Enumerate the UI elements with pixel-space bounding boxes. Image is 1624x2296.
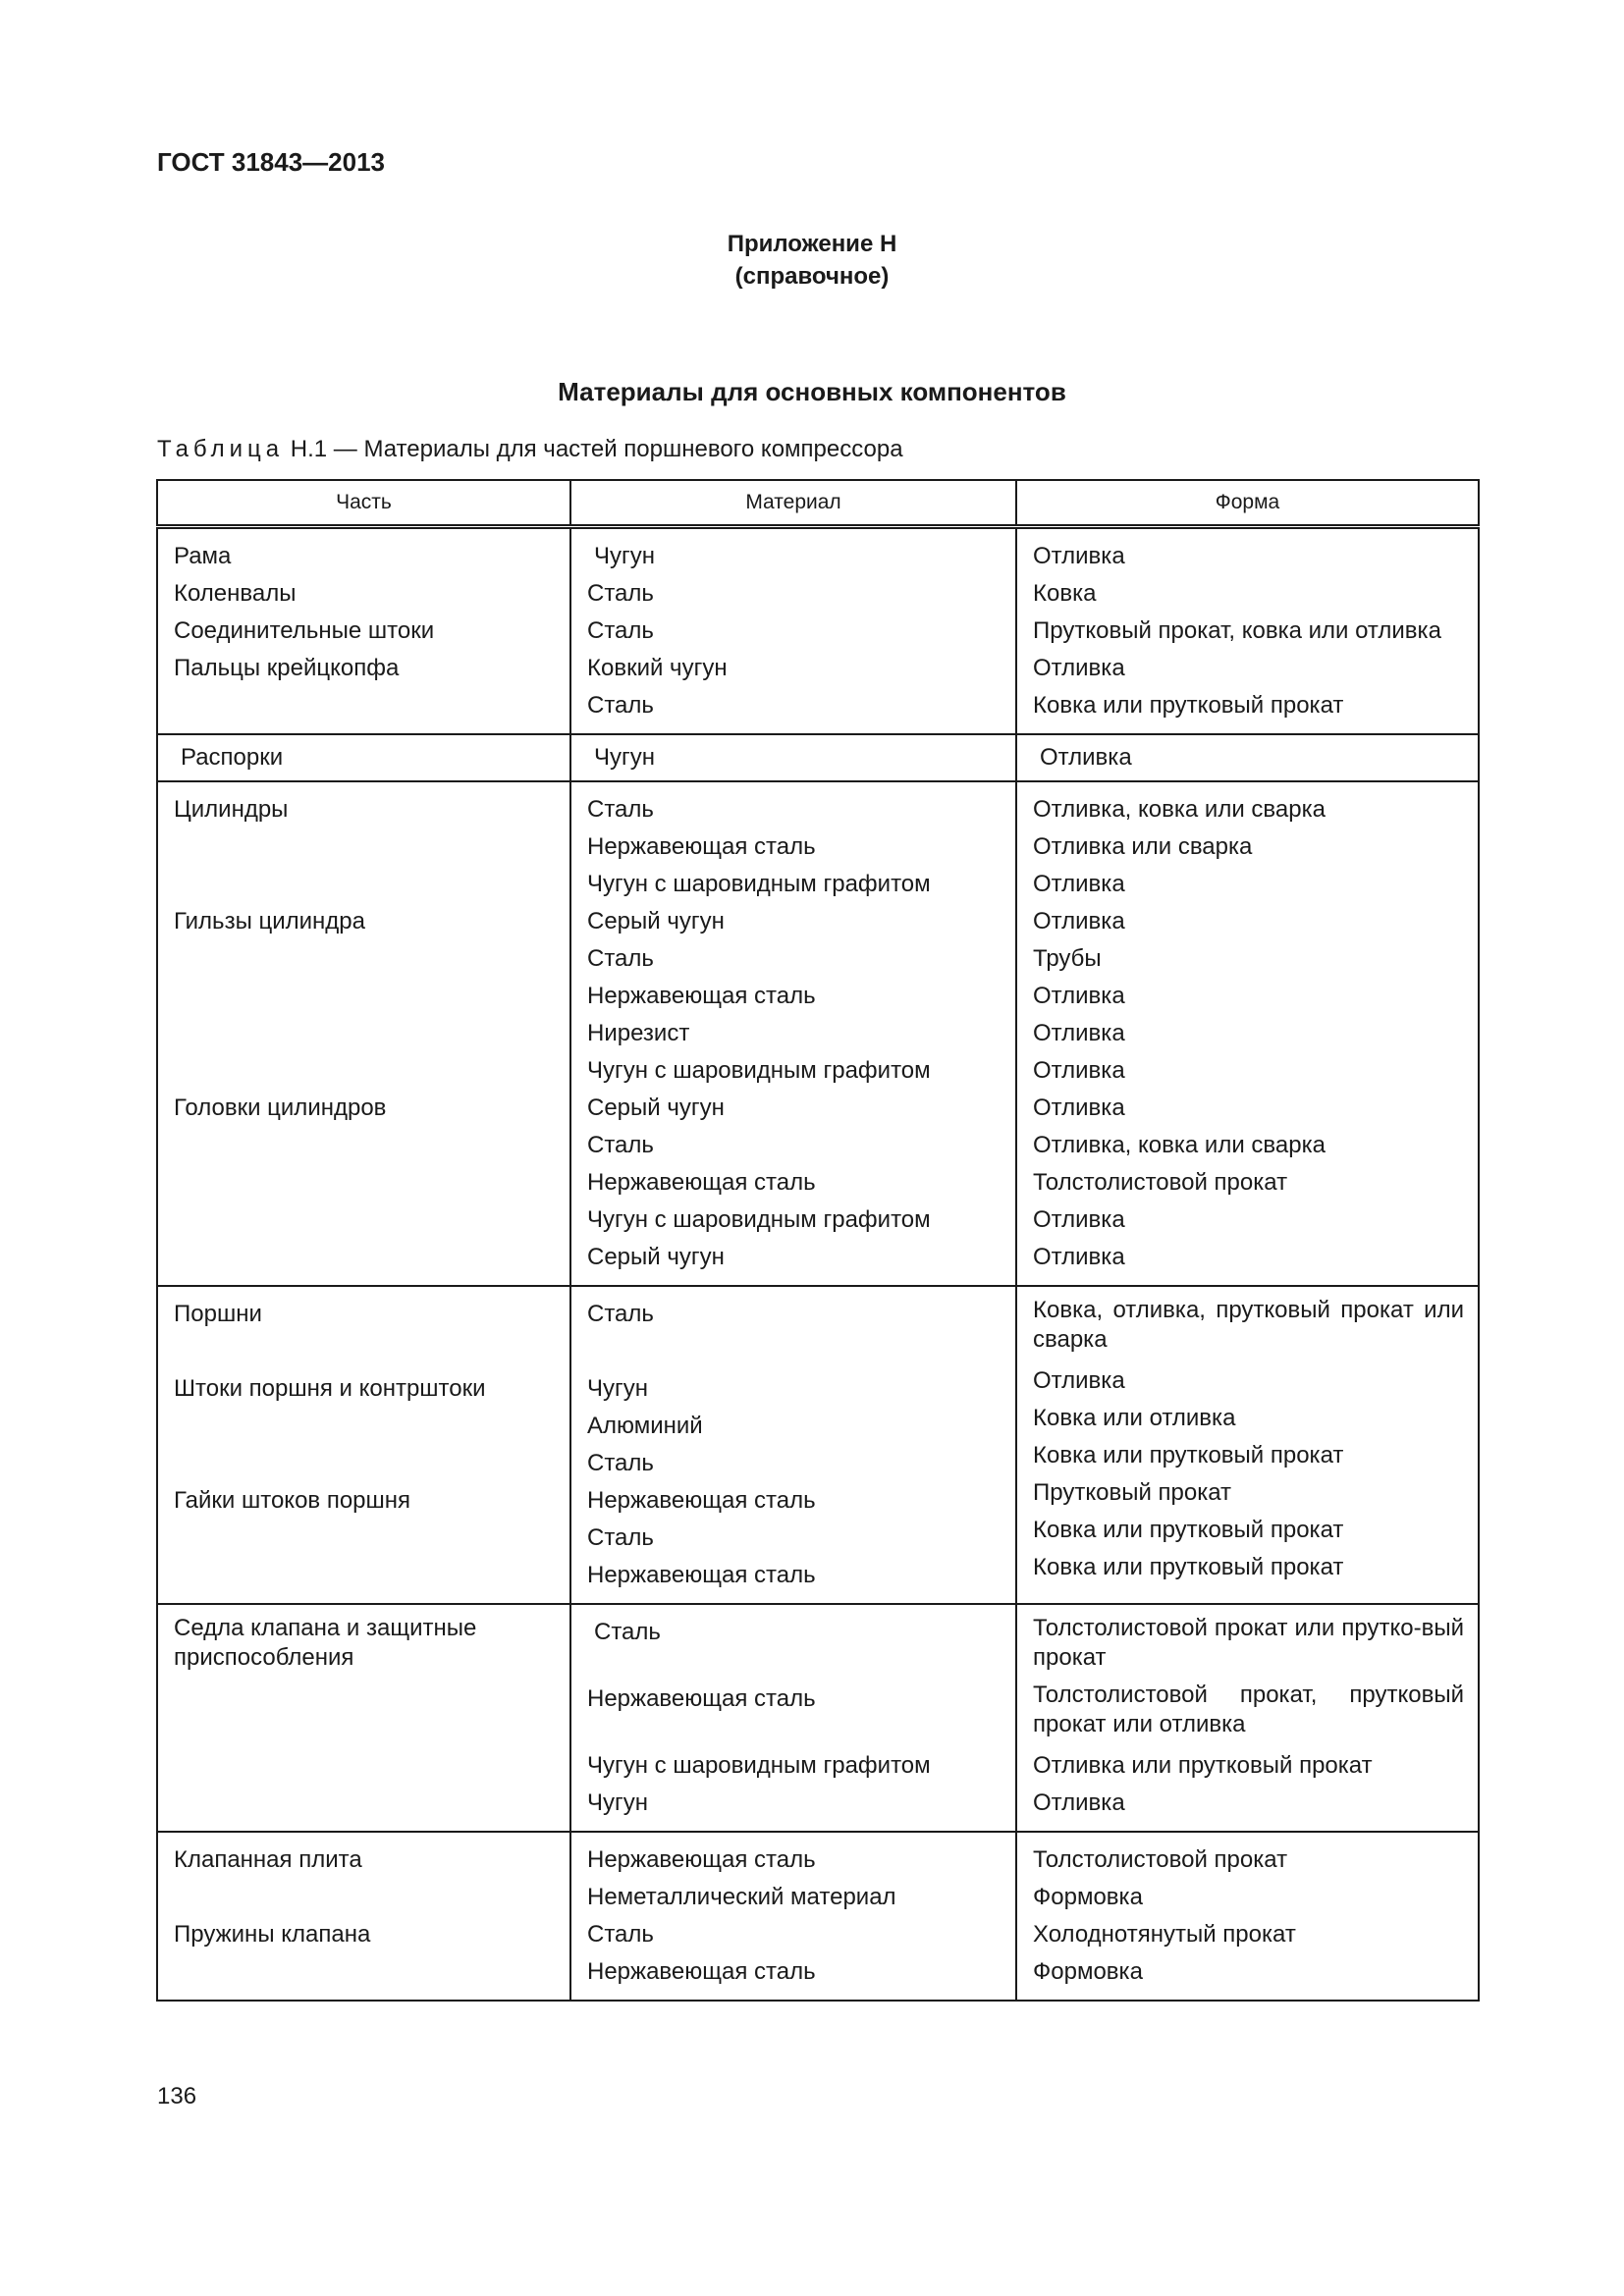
part-cell: [157, 734, 570, 781]
document-code: ГОСТ 31843—2013: [157, 147, 385, 177]
material-text: Серый чугун: [587, 908, 725, 934]
part-text: Соединительные штоки: [174, 617, 435, 644]
form-cell: [1016, 734, 1479, 781]
material-text: Сталь: [587, 1301, 654, 1327]
material-text: Чугун: [587, 1789, 649, 1816]
material-text: Чугун с шаровидным графитом: [587, 1752, 931, 1779]
form-text: Формовка: [1033, 1958, 1143, 1985]
part-text: Клапанная плита: [174, 1846, 362, 1873]
table-row: [157, 1604, 1479, 1832]
form-text: Отливка: [1033, 1095, 1125, 1121]
part-text: [174, 1445, 556, 1482]
part-text: [174, 866, 556, 903]
material-text: Сталь: [587, 1921, 654, 1948]
material-text: Чугун: [594, 744, 656, 771]
form-text: Прутковый прокат, ковка или отливка: [1033, 617, 1441, 644]
material-text: Серый чугун: [587, 1095, 725, 1121]
form-text: Толстолистовой прокат, прутковый прокат или отливка: [1033, 1682, 1464, 1737]
column-header-part: Часть: [157, 480, 570, 527]
table-caption: [157, 436, 903, 463]
table-row: [157, 1286, 1479, 1604]
form-text: Формовка: [1033, 1884, 1143, 1910]
table-row: [157, 1832, 1479, 2001]
appendix-kind: (справочное): [734, 263, 890, 290]
material-text: Нержавеющая сталь: [587, 1846, 816, 1873]
material-text: Нержавеющая сталь: [587, 833, 816, 860]
material-text: Серый чугун: [587, 1244, 725, 1270]
form-text: Отливка: [1033, 1244, 1125, 1270]
form-text: Толстолистовой прокат: [1033, 1169, 1288, 1196]
form-text: Отливка или сварка: [1033, 833, 1253, 860]
form-text: Отливка, ковка или сварка: [1033, 1132, 1326, 1158]
part-text: Поршни: [174, 1301, 262, 1327]
material-text: Чугун с шаровидным графитом: [587, 1206, 931, 1233]
table-header-row: [157, 480, 1479, 527]
material-text: Сталь: [587, 617, 654, 644]
material-cell: [570, 527, 1016, 735]
column-header-material: Материал: [570, 480, 1016, 527]
appendix-heading: [0, 228, 1624, 293]
form-text: Ковка или отливка: [1033, 1405, 1236, 1431]
page-number: 136: [157, 2083, 197, 2109]
material-text: Нержавеющая сталь: [587, 983, 816, 1009]
form-text: Отливка: [1033, 871, 1125, 897]
part-text: Цилиндры: [174, 796, 289, 823]
material-text: Сталь: [587, 692, 654, 719]
material-text: Неметаллический материал: [587, 1884, 896, 1910]
part-text: [174, 1879, 556, 1916]
material-text: Чугун с шаровидным графитом: [587, 871, 931, 897]
part-cell: [157, 781, 570, 1286]
material-text: Нержавеющая сталь: [587, 1487, 816, 1514]
part-cell: [157, 1286, 570, 1604]
form-text: Ковка, отливка, прутковый прокат или сварка: [1033, 1297, 1464, 1353]
form-text: Толстолистовой прокат: [1033, 1846, 1288, 1873]
material-text: Нирезист: [587, 1020, 690, 1046]
material-text: Сталь: [587, 580, 654, 607]
form-cell: [1016, 527, 1479, 735]
material-cell: [570, 1832, 1016, 2001]
form-cell: [1016, 781, 1479, 1286]
form-text: Ковка или прутковый прокат: [1033, 692, 1344, 719]
material-cell: [570, 1604, 1016, 1832]
material-text: Нержавеющая сталь: [587, 1169, 816, 1196]
part-text: Штоки поршня и контрштоки: [174, 1375, 486, 1402]
material-text: Сталь: [587, 1524, 654, 1551]
form-text: Прутковый прокат: [1033, 1479, 1232, 1506]
form-text: Отливка: [1033, 1020, 1125, 1046]
column-header-form: Форма: [1016, 480, 1479, 527]
table-row: [157, 527, 1479, 735]
material-text: Сталь: [587, 1132, 654, 1158]
part-text: [174, 940, 556, 978]
part-text: Гайки штоков поршня: [174, 1487, 411, 1514]
form-text: Отливка: [1033, 543, 1125, 569]
table-caption-text: Н.1 — Материалы для частей поршневого компрессора: [284, 436, 903, 462]
material-cell: [570, 781, 1016, 1286]
form-text: Отливка: [1033, 983, 1125, 1009]
material-text: Сталь: [587, 945, 654, 972]
material-text: Нержавеющая сталь: [587, 1685, 816, 1712]
material-text: [587, 1333, 1001, 1370]
form-text: Отливка: [1040, 744, 1132, 771]
appendix-title: Приложение Н: [727, 231, 897, 257]
material-text: Сталь: [594, 1619, 661, 1645]
table-caption-label: Таблица: [157, 436, 285, 462]
part-text: [174, 978, 556, 1015]
form-text: Отливка: [1033, 1057, 1125, 1084]
part-text: Распорки: [181, 744, 284, 771]
material-cell: [570, 734, 1016, 781]
form-text: Ковка: [1033, 580, 1097, 607]
material-cell: [570, 1286, 1016, 1604]
material-text: Ковкий чугун: [587, 655, 728, 681]
part-text: Пружины клапана: [174, 1921, 371, 1948]
part-text: [174, 828, 556, 866]
form-text: Отливка: [1033, 655, 1125, 681]
form-text: Отливка: [1033, 1367, 1125, 1394]
material-text: Чугун с шаровидным графитом: [587, 1057, 931, 1084]
part-text: Пальцы крейцкопфа: [174, 655, 400, 681]
part-text: [174, 1333, 556, 1370]
part-text: [174, 1408, 556, 1445]
part-cell: [157, 1604, 570, 1832]
table-row: [157, 781, 1479, 1286]
form-cell: [1016, 1832, 1479, 2001]
part-cell: [157, 527, 570, 735]
material-text: Алюминий: [587, 1413, 703, 1439]
material-text: Чугун: [594, 543, 656, 569]
form-text: Ковка или прутковый прокат: [1033, 1442, 1344, 1468]
part-text: Рама: [174, 543, 232, 569]
materials-table: [156, 479, 1480, 2002]
material-text: Нержавеющая сталь: [587, 1958, 816, 1985]
part-text: [174, 1015, 556, 1052]
part-text: Седла клапана и защитные приспособления: [174, 1615, 477, 1671]
form-text: Холоднотянутый прокат: [1033, 1921, 1296, 1948]
material-text: Чугун: [587, 1375, 649, 1402]
form-text: Толстолистовой прокат или прутко-вый прокат: [1033, 1615, 1464, 1671]
form-cell: [1016, 1286, 1479, 1604]
form-text: Отливка: [1033, 1789, 1125, 1816]
form-text: Отливка: [1033, 908, 1125, 934]
form-text: Отливка, ковка или сварка: [1033, 796, 1326, 823]
section-title: Материалы для основных компонентов: [558, 377, 1066, 406]
form-text: Отливка: [1033, 1206, 1125, 1233]
material-text: Нержавеющая сталь: [587, 1562, 816, 1588]
part-cell: [157, 1832, 570, 2001]
part-text: Гильзы цилиндра: [174, 908, 365, 934]
form-cell: [1016, 1604, 1479, 1832]
material-text: Сталь: [587, 796, 654, 823]
part-text: Коленвалы: [174, 580, 297, 607]
form-text: Ковка или прутковый прокат: [1033, 1517, 1344, 1543]
form-text: Отливка или прутковый прокат: [1033, 1752, 1373, 1779]
part-text: Головки цилиндров: [174, 1095, 387, 1121]
material-text: Сталь: [587, 1450, 654, 1476]
part-text: [174, 1052, 556, 1090]
form-text: Трубы: [1033, 945, 1102, 972]
form-text: Ковка или прутковый прокат: [1033, 1554, 1344, 1580]
table-row: [157, 734, 1479, 781]
